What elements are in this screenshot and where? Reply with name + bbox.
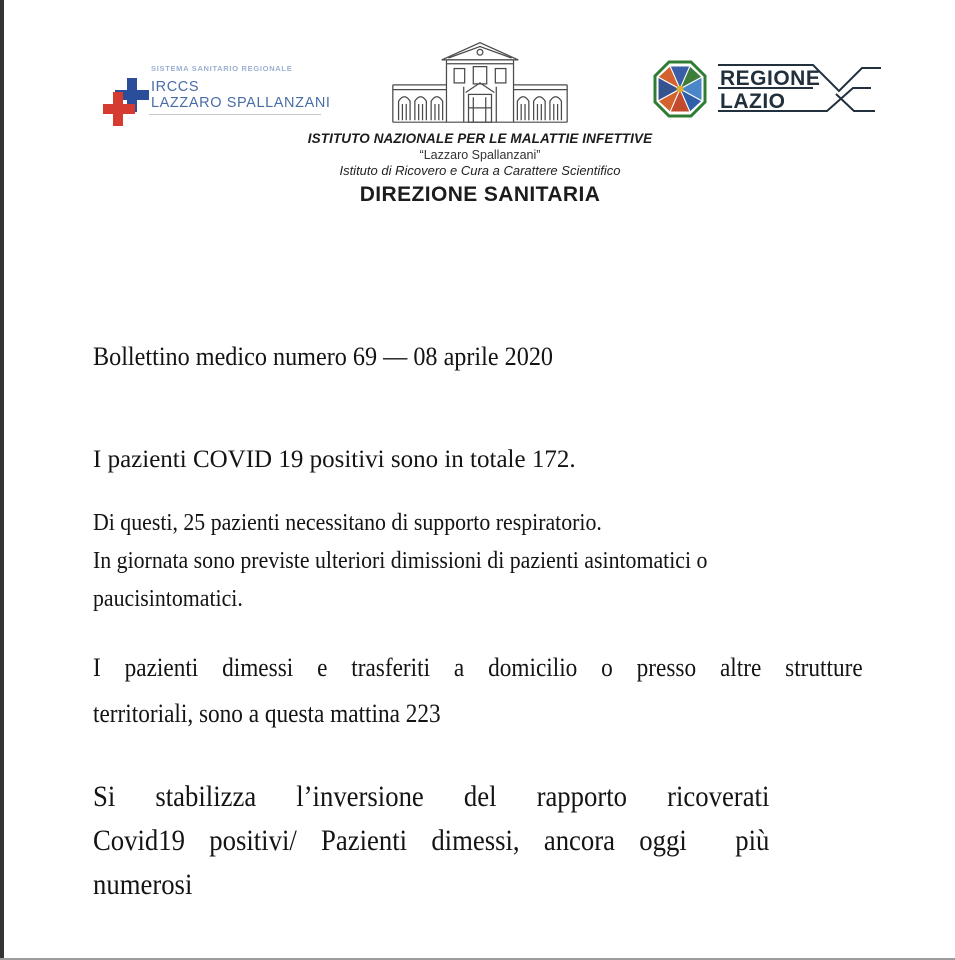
institute-alias: “Lazzaro Spallanzani” <box>419 148 541 162</box>
region-line1: REGIONE <box>720 67 821 90</box>
scan-left-edge <box>0 0 4 960</box>
hospital-name-line2: LAZZARO SPALLANZANI <box>151 95 331 111</box>
paragraph-detail-line: In giornata sono previste ulteriori dimissioni di pazienti asintomatici o <box>93 548 708 574</box>
paragraph-detail-line: paucisintomatici. <box>93 586 243 612</box>
paragraph-dismissed-line: I pazienti dimessi e trasferiti a domicilio o presso altre strutture <box>93 653 863 682</box>
paragraph-trend-line: Covid19 positivi/ Pazienti dimessi, ancora oggi più <box>93 824 770 857</box>
regione-lazio-emblem-icon <box>653 60 707 118</box>
paragraph-total-positive: I pazienti COVID 19 positivi sono in totale 172. <box>93 446 576 473</box>
paragraph-trend-line: numerosi <box>93 868 193 901</box>
institute-type: Istituto di Ricovero e Cura a Carattere Scientifico <box>339 163 621 178</box>
hospital-name-line1: IRCCS <box>151 79 200 95</box>
regione-lazio-logo <box>653 58 893 124</box>
regione-lazio-wordmark <box>715 58 890 118</box>
paragraph-detail <box>93 504 867 618</box>
institute-building-icon <box>389 36 571 126</box>
institute-department: DIREZIONE SANITARIA <box>359 183 601 206</box>
paragraph-trend-line: Si stabilizza l’inversione del rapporto ricoverati <box>93 780 770 813</box>
institute-name: ISTITUTO NAZIONALE PER LE MALATTIE INFETTIVE <box>307 131 653 146</box>
paragraph-dismissed <box>93 645 863 737</box>
paragraph-trend <box>93 775 769 907</box>
paragraph-detail-line: Di questi, 25 pazienti necessitano di supporto respiratorio. <box>93 510 602 536</box>
bulletin-title: Bollettino medico numero 69 — 08 aprile 2020 <box>93 342 554 371</box>
region-line2: LAZIO <box>720 90 786 113</box>
paragraph-dismissed-line: territoriali, sono a questa mattina 223 <box>93 699 441 728</box>
institute-header <box>285 36 675 207</box>
red-blue-cross-icon <box>103 76 149 128</box>
regional-system-label: SISTEMA SANITARIO REGIONALE <box>151 64 293 73</box>
